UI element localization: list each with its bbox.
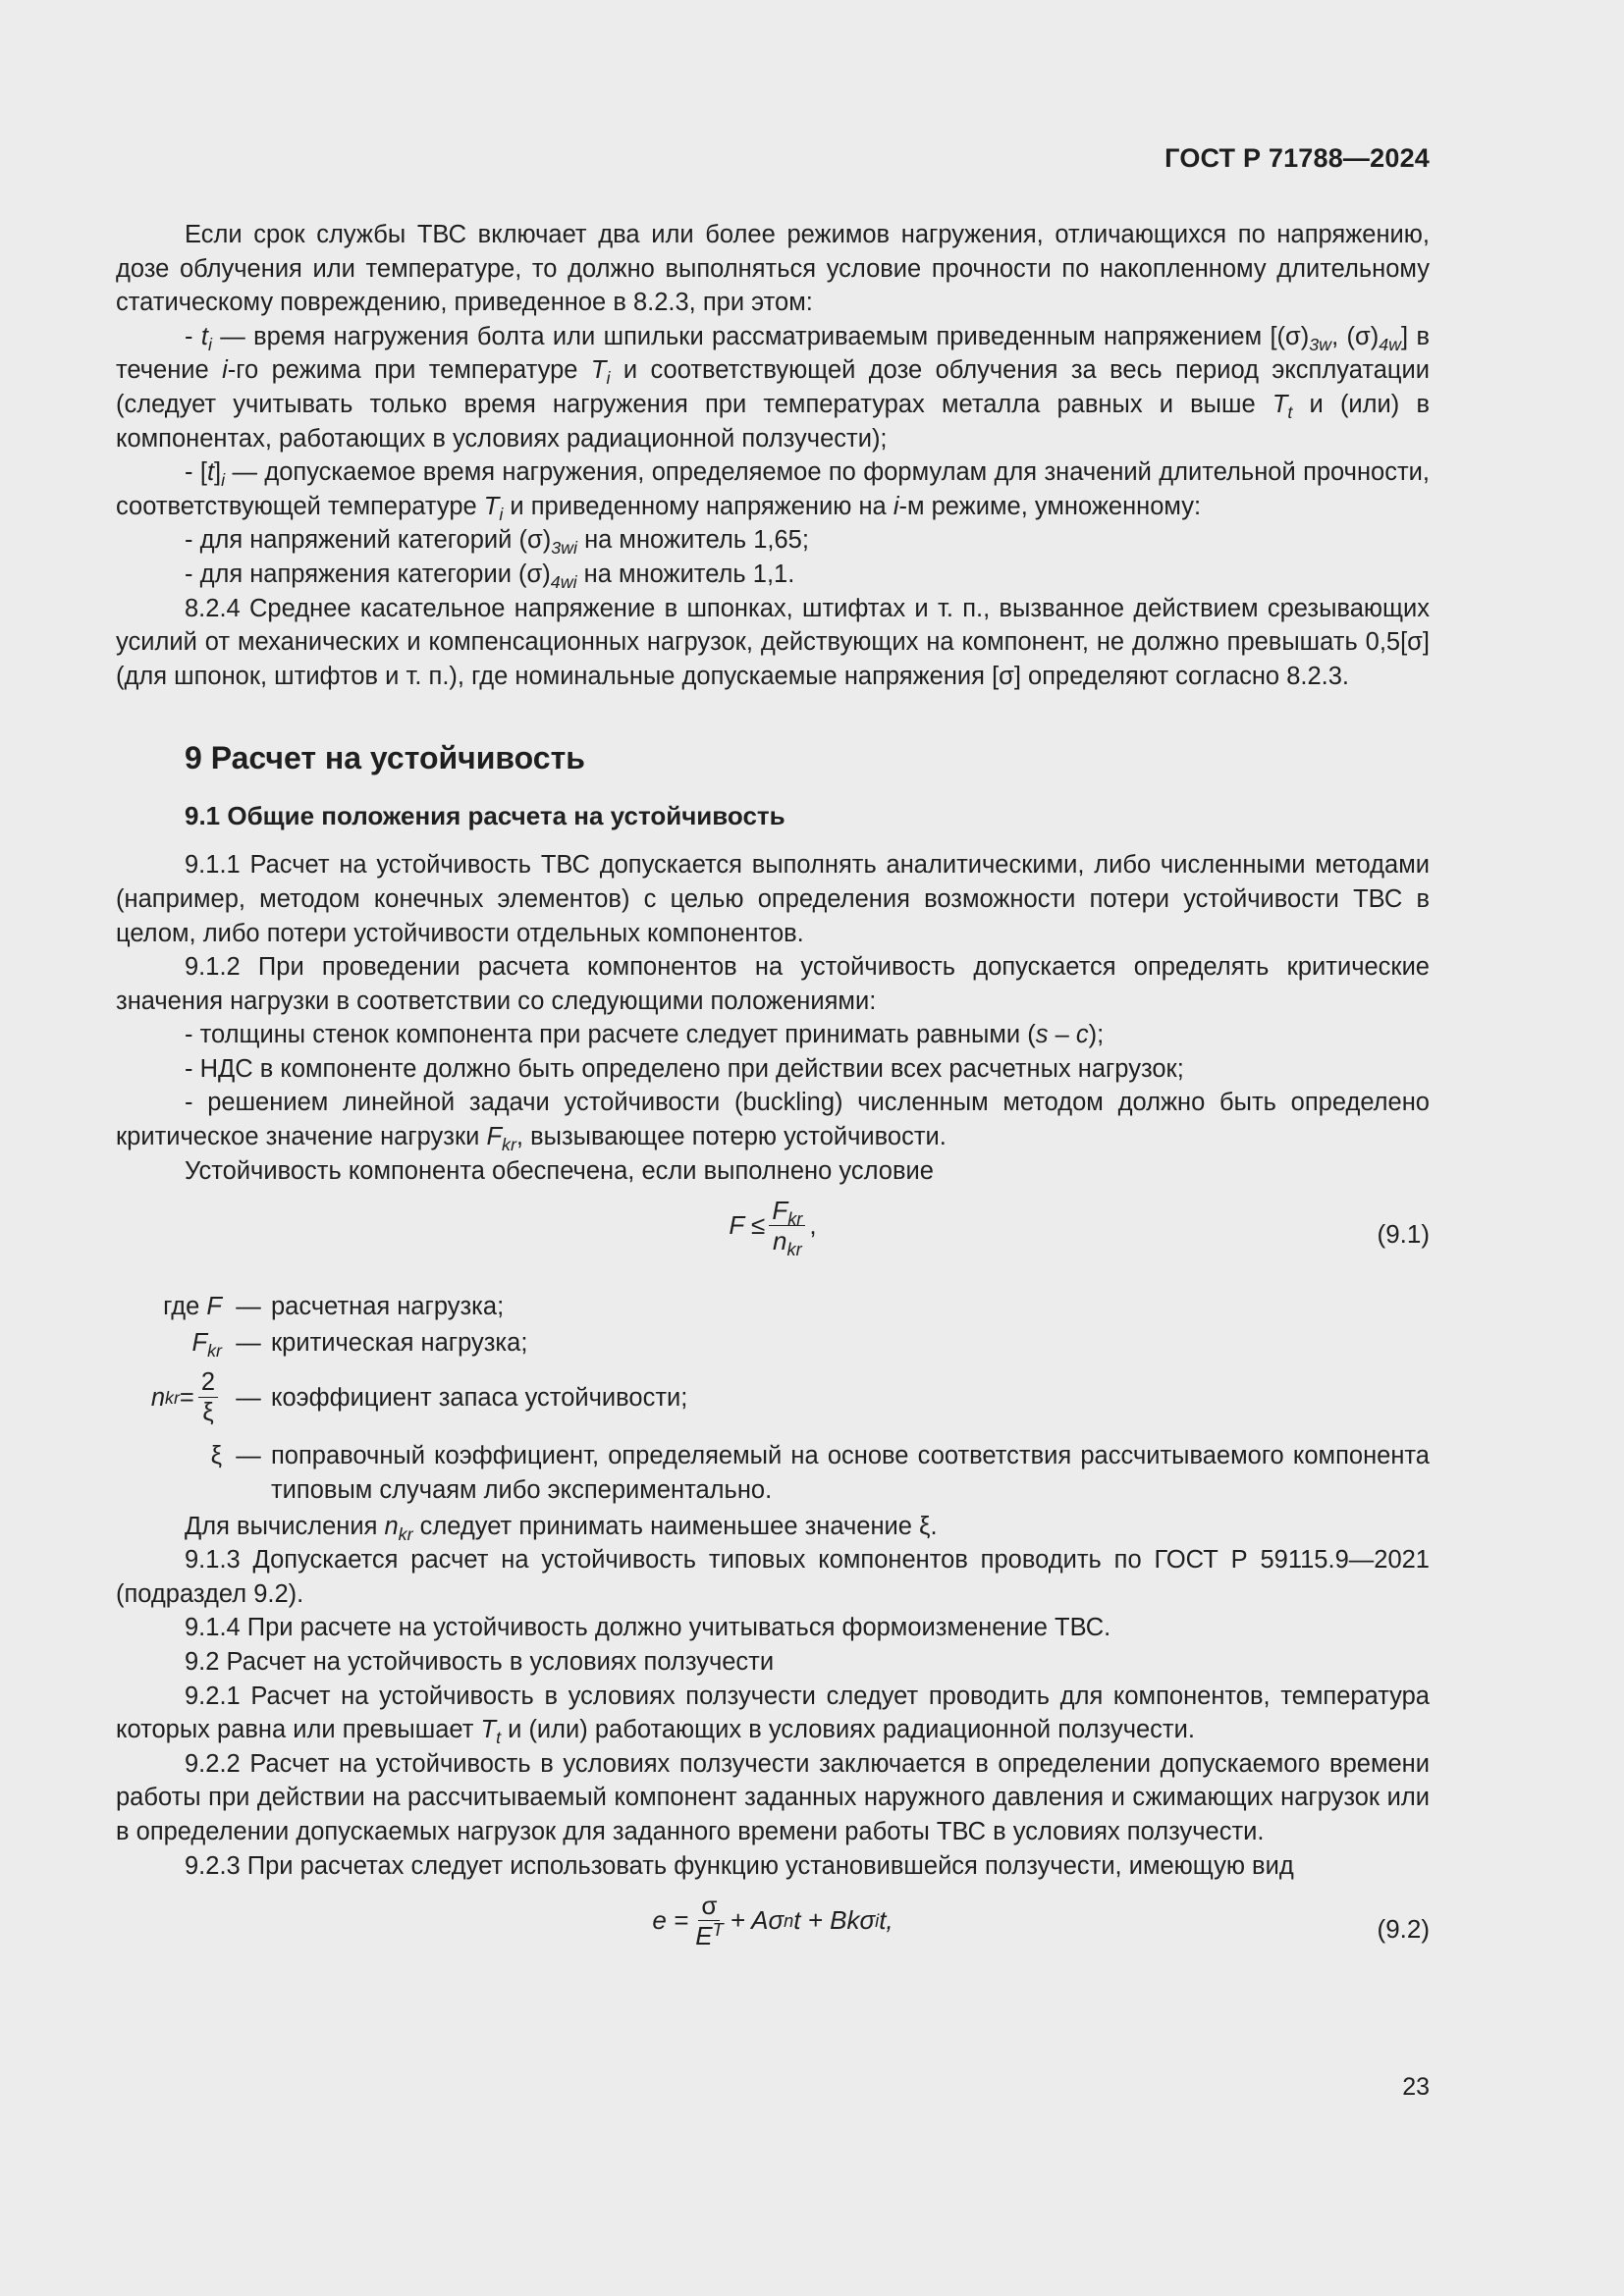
paragraph: - решением линейной задачи устойчивости (buckling) численным методом должно быть определено критическое значение нагрузки $F_{kr}$, вызывающее потерю устойчивости. <box>116 1089 1430 1155</box>
paragraph: - толщины стенок компонента при расчете следует принимать равными (s – c); <box>185 1021 1105 1049</box>
paragraph: Если срок службы ТВС включает два или более режимов нагружения, отличающихся по напряжению, дозе облучения или температуре, то должно выполняться условие прочности по накопленному длительному статическому повреждению, приведенное в 8.2.3, при этом: <box>116 221 1430 317</box>
paragraph: - для напряжения категории $(\sigma)_{4wi}$ на множитель 1,1. <box>185 560 795 592</box>
paragraph: 9.2.2 Расчет на устойчивость в условиях ползучести заключается в определении допускаемого времени работы при действии на рассчитываемый компонент заданных наружного давления и сжимающих нагрузок или в определении допускаемых нагрузок для заданного времени работы ТВС в условиях ползучести. <box>116 1749 1430 1845</box>
paragraph: - НДС в компоненте должно быть определено при действии всех расчетных нагрузок; <box>185 1054 1184 1083</box>
formula-number: (9.2) <box>1377 1914 1430 1945</box>
paragraph: 9.2.1 Расчет на устойчивость в условиях ползучести следует проводить для компонентов, температура которых равна или превышает $T_t$ и (или) работающих в условиях радиационной ползучести. <box>116 1682 1430 1748</box>
symbol-legend <box>116 1290 1430 1507</box>
legend-row: $F_{kr}$ — критическая нагрузка; <box>191 1328 528 1361</box>
section-heading: 9 Расчет на устойчивость <box>185 740 585 776</box>
fraction: $\frac{\sigma}{E^T}$ <box>695 1891 724 1951</box>
paragraph: 9.1.3 Допускается расчет на устойчивость типовых компонентов проводить по ГОСТ Р 59115.9—2021 (подраздел 9.2). <box>116 1546 1430 1608</box>
page-number: 23 <box>1402 2073 1430 2101</box>
legend-row: n kr = $\frac{2}{\xi}$ — коэффициент запаса устойчивости; <box>150 1368 688 1427</box>
document-header: ГОСТ Р 71788—2024 <box>1164 143 1430 173</box>
subsection-heading: 9.1 Общие положения расчета на устойчивость <box>185 801 785 831</box>
paragraph: - $[t]_i$ — допускаемое время нагружения, определяемое по формулам для значений длительной прочности, соответствующей температуре $T_i$ и приведенному напряжению на i-м режиме, умноженному: <box>116 458 1430 524</box>
legend-row: ξ — поправочный коэффициент, определяемый на основе соответствия рассчитываемого компонента типовым случаям либо экспериментально. <box>210 1442 1430 1505</box>
legend-row: где F — расчетная нагрузка; <box>163 1293 505 1321</box>
paragraph: 9.2.3 При расчетах следует использовать функцию установившейся ползучести, имеющую вид <box>185 1851 1294 1880</box>
paragraph: 9.1.2 При проведении расчета компонентов на устойчивость допускается определять критические значения нагрузки в соответствии со следующими положениями: <box>116 953 1430 1015</box>
fraction: $\frac{F_{kr}}{n_{kr}}$ <box>769 1196 805 1255</box>
formula-9-1: F ≤ $\frac{F_{kr}}{n_{kr}}$ , (9.1) <box>729 1196 1430 1260</box>
paragraph: 8.2.4 Среднее касательное напряжение в шпонках, штифтах и т. п., вызванное действием срезывающих усилий от механических и компенсационных нагрузок, действующих на компонент, не должно превышать 0,5[σ] (для шпонок, штифтов и т. п.), где номинальные допускаемые напряжения [σ] определяют согласно 8.2.3. <box>116 594 1430 690</box>
paragraph: 9.1.1 Расчет на устойчивость ТВС допускается выполнять аналитическими, либо численными методами (например, методом конечных элементов) с целью определения возможности потери устойчивости ТВС в целом, либо потери устойчивости отдельных компонентов. <box>116 851 1430 947</box>
document-body <box>116 218 1430 1985</box>
formula-number: (9.1) <box>1377 1219 1430 1250</box>
paragraph: 9.1.4 При расчете на устойчивость должно учитываться формоизменение ТВС. <box>185 1614 1111 1642</box>
paragraph: 9.2 Расчет на устойчивость в условиях ползучести <box>185 1648 775 1676</box>
paragraph: Устойчивость компонента обеспечена, если выполнено условие <box>185 1156 934 1185</box>
formula-9-2: e = $\frac{\sigma}{E^T}$ + Aσ n t + Bkσ i t, (9.2) <box>652 1891 1430 1951</box>
paragraph: - для напряжений категорий $(\sigma)_{3wi}$ на множитель 1,65; <box>185 526 809 559</box>
paragraph: Для вычисления $n_{kr}$ следует принимать наименьшее значение ξ. <box>185 1512 938 1544</box>
paragraph: - $t_i$ — время нагружения болта или шпильки рассматриваемым приведенным напряжением [$(\sigma)_{3w}$, $(\sigma)_{4w}$] в течение i-го режима при температуре $T_i$ и соответствующей дозе облучения за весь период эксплуатации (следует учитывать только время нагружения при температурах металла равных и выше $T_t$ и (или) в компонентах, работающих в условиях радиационной ползучести); <box>116 322 1431 453</box>
